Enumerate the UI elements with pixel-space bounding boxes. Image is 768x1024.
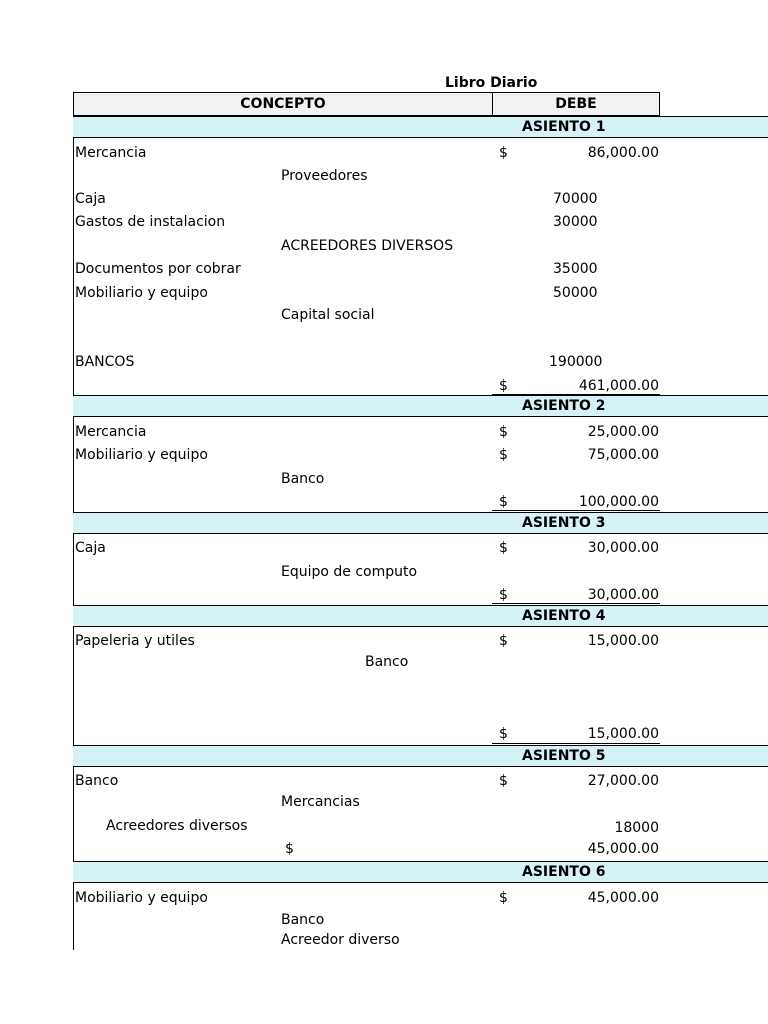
- debit-amount: 15,000.00: [587, 633, 659, 649]
- total-amount: 100,000.00: [578, 494, 659, 510]
- plain-amount: 50000: [553, 285, 598, 301]
- asiento-band: [73, 861, 768, 883]
- page-title: Libro Diario: [445, 75, 538, 91]
- account-name: Papeleria y utiles: [75, 633, 195, 649]
- header-debe: DEBE: [492, 92, 660, 116]
- debit-amount: 25,000.00: [587, 424, 659, 440]
- debit-amount: 86,000.00: [587, 145, 659, 161]
- total-underline: [492, 603, 660, 604]
- credit-account-name: Proveedores: [281, 168, 368, 184]
- asiento-band: [73, 512, 768, 534]
- total-currency-sign: $: [285, 841, 294, 857]
- account-name: Mobiliario y equipo: [75, 447, 208, 463]
- total-amount: 15,000.00: [587, 726, 659, 742]
- plain-amount: 30000: [553, 214, 598, 230]
- currency-sign: $: [499, 145, 508, 161]
- debit-amount: 45,000.00: [587, 890, 659, 906]
- account-name: Mobiliario y equipo: [75, 285, 208, 301]
- credit-account-name: Acreedor diverso: [281, 932, 400, 948]
- account-name: Documentos por cobrar: [75, 261, 241, 277]
- total-currency-sign: $: [499, 378, 508, 394]
- asiento-band: [73, 605, 768, 627]
- asiento-label: ASIENTO 3: [522, 515, 606, 531]
- total-underline: [492, 743, 660, 744]
- asiento-band: [73, 745, 768, 767]
- plain-amount: 18000: [614, 820, 659, 836]
- credit-account-name: Banco: [281, 471, 325, 487]
- currency-sign: $: [499, 424, 508, 440]
- debit-amount: 27,000.00: [587, 773, 659, 789]
- currency-sign: $: [499, 890, 508, 906]
- credit-account-name: ACREEDORES DIVERSOS: [281, 238, 454, 254]
- credit-account-name: Banco: [365, 654, 409, 670]
- asiento-label: ASIENTO 4: [522, 608, 606, 624]
- account-name: Mobiliario y equipo: [75, 890, 208, 906]
- total-underline: [492, 510, 660, 511]
- asiento-label: ASIENTO 1: [522, 119, 606, 135]
- header-concepto: CONCEPTO: [73, 92, 493, 116]
- total-amount: 30,000.00: [587, 587, 659, 603]
- account-name: Caja: [75, 540, 106, 556]
- account-name: Mercancia: [75, 424, 147, 440]
- currency-sign: $: [499, 540, 508, 556]
- plain-amount: 35000: [553, 261, 598, 277]
- account-name: Caja: [75, 191, 106, 207]
- currency-sign: $: [499, 447, 508, 463]
- account-name: Mercancia: [75, 145, 147, 161]
- plain-amount: 70000: [553, 191, 598, 207]
- total-amount: 45,000.00: [587, 841, 659, 857]
- asiento-label: ASIENTO 2: [522, 398, 606, 414]
- credit-account-name: Equipo de computo: [281, 564, 418, 580]
- asiento-label: ASIENTO 5: [522, 748, 606, 764]
- debit-amount: 30,000.00: [587, 540, 659, 556]
- account-name: Banco: [75, 773, 119, 789]
- plain-amount: 190000: [549, 354, 603, 370]
- currency-sign: $: [499, 633, 508, 649]
- credit-account-name: Acreedores diversos: [106, 818, 248, 834]
- asiento-label: ASIENTO 6: [522, 864, 606, 880]
- account-name: Gastos de instalacion: [75, 214, 226, 230]
- total-currency-sign: $: [499, 726, 508, 742]
- currency-sign: $: [499, 773, 508, 789]
- debit-amount: 75,000.00: [587, 447, 659, 463]
- total-currency-sign: $: [499, 494, 508, 510]
- total-currency-sign: $: [499, 587, 508, 603]
- account-name: BANCOS: [75, 354, 135, 370]
- asiento-band: [73, 395, 768, 417]
- total-amount: 461,000.00: [578, 378, 659, 394]
- credit-account-name: Mercancias: [281, 794, 360, 810]
- asiento-band: [73, 116, 768, 138]
- credit-account-name: Capital social: [281, 307, 375, 323]
- credit-account-name: Banco: [281, 912, 325, 928]
